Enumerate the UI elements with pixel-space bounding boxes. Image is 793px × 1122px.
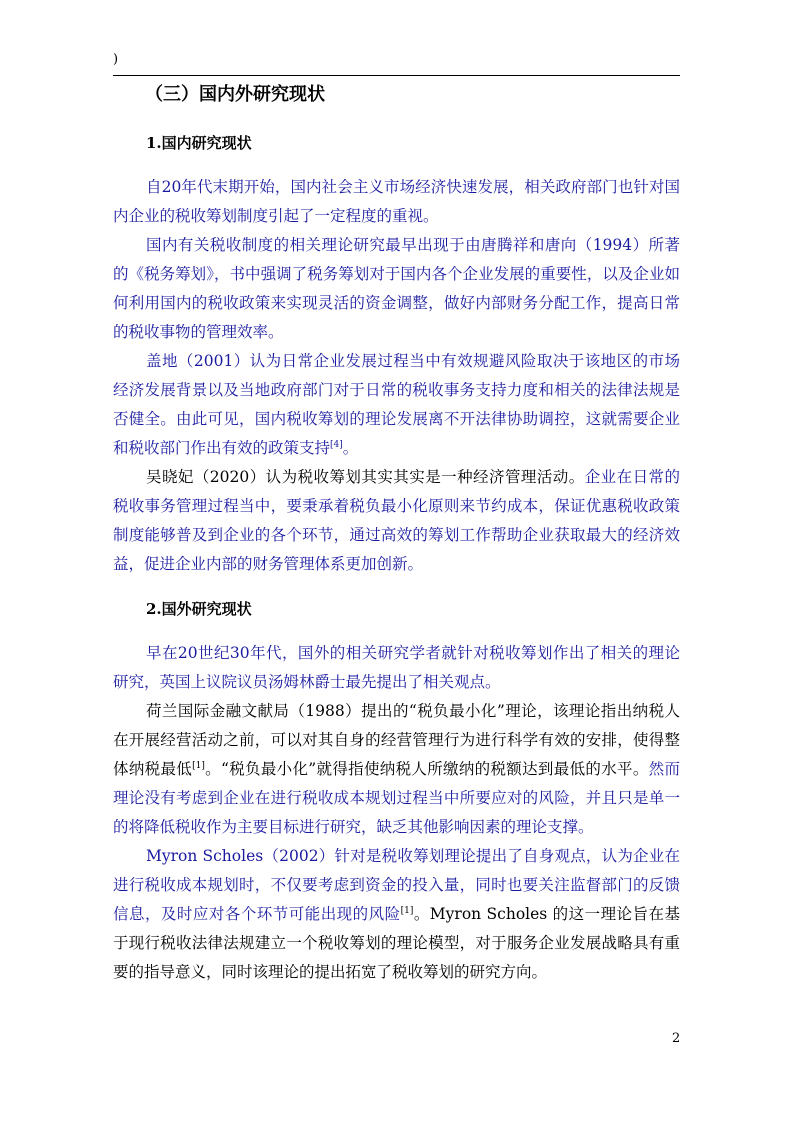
domestic-paragraph-4 [113,463,680,579]
foreign-paragraph-2-blue: 然而理论没有考虑到企业在进行税收成本规划过程当中所要应对的风险，并且只是单一的将降低税收作为主要目标进行研究，缺乏其他影响因素的理论支撑。 [113,760,680,836]
domestic-paragraph-3 [113,347,680,463]
page-content [113,76,680,987]
domestic-paragraph-4-blue: 企业在日常的税收事务管理过程当中，要秉承着税负最小化原则来节约成本，保证优惠税收政策制度能够普及到企业的各个环节，通过高效的筹划工作帮助企业获取最大的经济效益，促进企业内部的财务管理体系更加创新。 [113,468,680,573]
domestic-paragraph-3-end: 。 [342,439,359,457]
citation-1b: [1] [400,905,414,916]
citation-1a: [1] [192,760,205,771]
section-title: （三）国内外研究现状 [145,84,325,105]
domestic-paragraph-1: 自20年代末期开始，国内社会主义市场经济快速发展，相关政府部门也针对国内企业的税收筹划制度引起了一定程度的重视。 [113,178,680,225]
foreign-paragraph-1: 早在20世纪30年代，国外的相关研究学者就针对税收筹划作出了相关的理论研究，英国上议院议员汤姆林爵士最先提出了相关观点。 [113,644,680,691]
domestic-paragraph-2: 国内有关税收制度的相关理论研究最早出现于由唐腾祥和唐向（1994）所著的《税务筹划》，书中强调了税务筹划对于国内各个企业发展的重要性，以及企业如何利用国内的税收政策来实现灵活的资金调整，做好内部财务分配工作，提高日常的税收事物的管理效率。 [113,236,680,341]
citation-4: [4] [330,439,343,450]
foreign-paragraph-2 [113,697,680,842]
foreign-paragraph-2-black-2: 。“税负最小化”就得指使纳税人所缴纳的税额达到最低的水平。 [204,760,649,778]
foreign-paragraph-2-black: 荷兰国际金融文献局（1988）提出的“税负最小化”理论，该理论指出纳税人在开展经营活动之前，可以对其自身的经营管理行为进行科学有效的安排，使得整体纳税最低 [113,702,680,778]
domestic-paragraph-3-text: 盖地（2001）认为日常企业发展过程当中有效规避风险取决于该地区的市场经济发展背景以及当地政府部门对于日常的税收事务支持力度和相关的法律法规是否健全。由此可见，国内税收筹划的理论发展离不开法律协助调控，这就需要企业和税收部门作出有效的政策支持 [113,352,680,457]
domestic-paragraph-4-black: 吴晓妃（2020）认为税收筹划其实其实是一种经济管理活动。 [146,468,585,486]
foreign-paragraph-3-black: 。Myron Scholes 的这一理论旨在基于现行税收法律法规建立一个税收筹划的理论模型，对于服务企业发展战略具有重要的指导意义，同时该理论的提出拓宽了税收筹划的研究方向。 [113,905,680,981]
foreign-paragraph-3-blue: Myron Scholes（2002）针对是税收筹划理论提出了自身观点，认为企业在进行税收成本规划时，不仅要考虑到资金的投入量，同时也要关注监督部门的反馈信息，及时应对各个环节可能出现的风险 [113,847,680,923]
page-number: 2 [672,1031,681,1046]
header-mark: ) [113,52,119,67]
foreign-paragraph-3 [113,842,680,987]
domestic-heading: 1.国内研究现状 [146,134,252,152]
foreign-heading: 2.国外研究现状 [146,600,252,618]
